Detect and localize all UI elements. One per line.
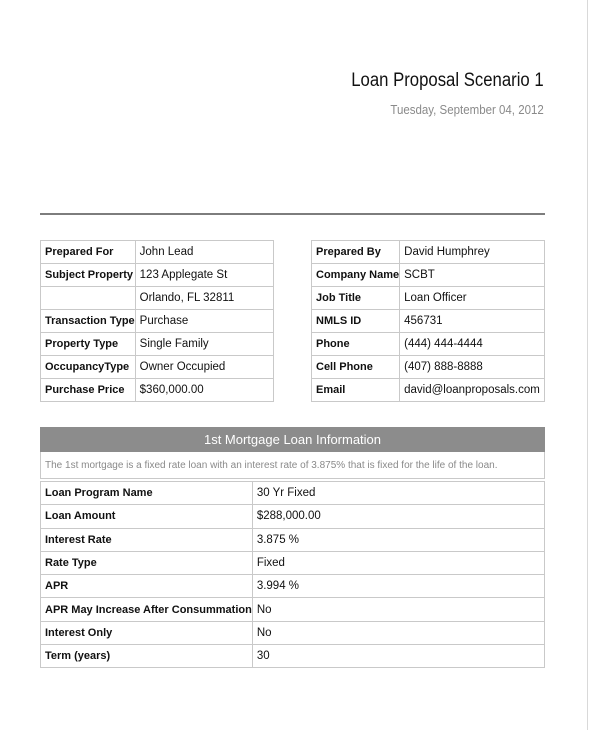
row-value: 456731 bbox=[400, 310, 545, 333]
row-label: Term (years) bbox=[41, 645, 253, 668]
row-label bbox=[41, 287, 136, 310]
row-label: Purchase Price bbox=[41, 379, 136, 402]
row-value: No bbox=[252, 598, 544, 621]
mortgage-description: The 1st mortgage is a fixed rate loan with an interest rate of 3.875% that is fixed for the life of the loan. bbox=[40, 452, 545, 479]
row-value: Purchase bbox=[135, 310, 273, 333]
table-row bbox=[41, 310, 274, 333]
mortgage-section-heading: 1st Mortgage Loan Information bbox=[40, 427, 545, 452]
row-label: Loan Amount bbox=[41, 505, 253, 528]
table-row bbox=[41, 264, 274, 287]
table-row bbox=[312, 310, 545, 333]
row-label: Loan Program Name bbox=[41, 482, 253, 505]
row-label: APR May Increase After Consummation bbox=[41, 598, 253, 621]
table-row bbox=[41, 645, 545, 668]
row-value: Owner Occupied bbox=[135, 356, 273, 379]
proposal-date: Tuesday, September 04, 2012 bbox=[390, 103, 544, 117]
row-label: Property Type bbox=[41, 333, 136, 356]
table-row bbox=[312, 241, 545, 264]
table-row bbox=[41, 621, 545, 644]
row-value: $288,000.00 bbox=[252, 505, 544, 528]
row-label: Rate Type bbox=[41, 551, 253, 574]
row-value: No bbox=[252, 621, 544, 644]
row-value: (444) 444-4444 bbox=[400, 333, 545, 356]
row-value: 30 Yr Fixed bbox=[252, 482, 544, 505]
row-value: david@loanproposals.com bbox=[400, 379, 545, 402]
row-value: 3.875 % bbox=[252, 528, 544, 551]
table-row bbox=[312, 333, 545, 356]
table-row bbox=[41, 287, 274, 310]
row-value: $360,000.00 bbox=[135, 379, 273, 402]
table-row bbox=[41, 575, 545, 598]
row-value: Orlando, FL 32811 bbox=[135, 287, 273, 310]
row-value: 3.994 % bbox=[252, 575, 544, 598]
table-row bbox=[41, 356, 274, 379]
row-label: Interest Only bbox=[41, 621, 253, 644]
header-divider bbox=[40, 213, 545, 215]
row-label: Transaction Type bbox=[41, 310, 136, 333]
row-label: Email bbox=[312, 379, 400, 402]
table-row bbox=[41, 241, 274, 264]
page-title: Loan Proposal Scenario 1 bbox=[351, 70, 544, 91]
table-row bbox=[41, 551, 545, 574]
row-label: Prepared By bbox=[312, 241, 400, 264]
row-label: APR bbox=[41, 575, 253, 598]
table-row bbox=[41, 598, 545, 621]
row-value: Loan Officer bbox=[400, 287, 545, 310]
row-label: Interest Rate bbox=[41, 528, 253, 551]
row-label: Prepared For bbox=[41, 241, 136, 264]
row-label: OccupancyType bbox=[41, 356, 136, 379]
table-row bbox=[312, 287, 545, 310]
row-value: 123 Applegate St bbox=[135, 264, 273, 287]
row-value: 30 bbox=[252, 645, 544, 668]
table-row bbox=[41, 505, 545, 528]
borrower-info-table bbox=[40, 240, 274, 402]
table-row bbox=[41, 528, 545, 551]
table-row bbox=[312, 379, 545, 402]
row-value: Fixed bbox=[252, 551, 544, 574]
officer-info-table bbox=[311, 240, 545, 402]
table-row bbox=[41, 482, 545, 505]
table-row bbox=[41, 333, 274, 356]
table-row bbox=[312, 356, 545, 379]
row-label: Job Title bbox=[312, 287, 400, 310]
row-value: David Humphrey bbox=[400, 241, 545, 264]
row-label: Phone bbox=[312, 333, 400, 356]
row-value: Single Family bbox=[135, 333, 273, 356]
mortgage-info-table bbox=[40, 481, 545, 668]
table-row bbox=[41, 379, 274, 402]
row-value: (407) 888-8888 bbox=[400, 356, 545, 379]
row-value: John Lead bbox=[135, 241, 273, 264]
row-label: Cell Phone bbox=[312, 356, 400, 379]
row-label: NMLS ID bbox=[312, 310, 400, 333]
table-row bbox=[312, 264, 545, 287]
row-value: SCBT bbox=[400, 264, 545, 287]
row-label: Company Name bbox=[312, 264, 400, 287]
row-label: Subject Property bbox=[41, 264, 136, 287]
